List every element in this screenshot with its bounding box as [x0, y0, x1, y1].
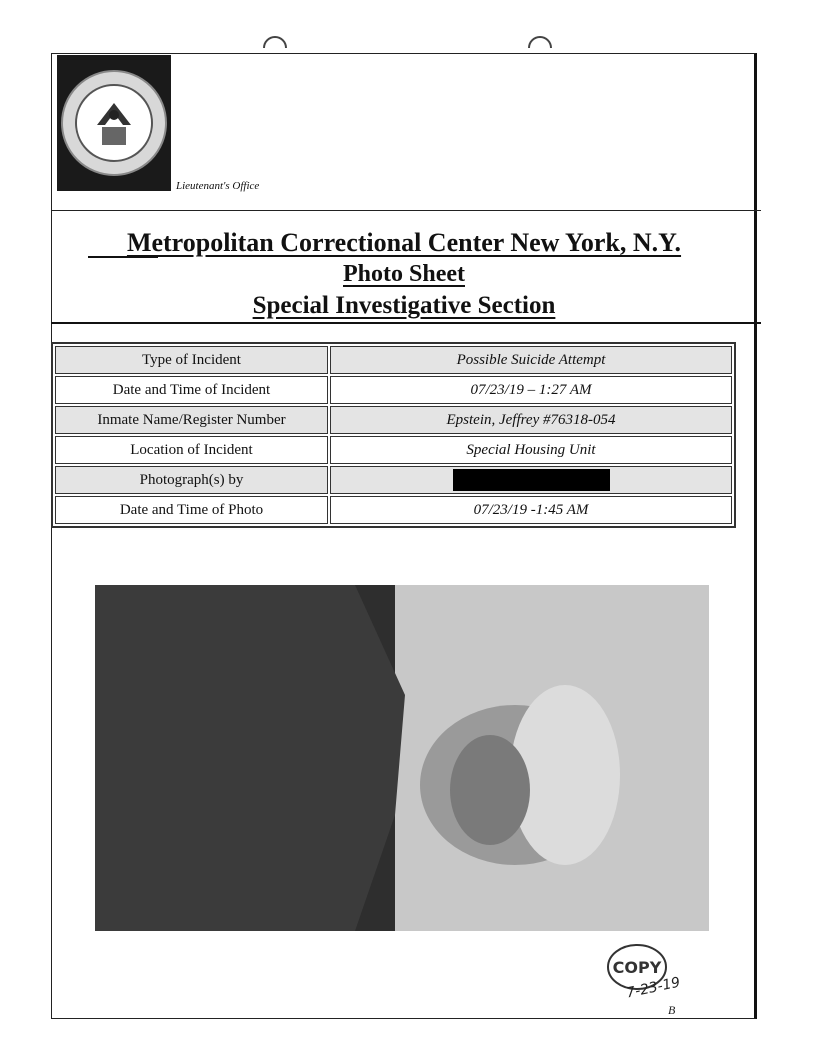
field-label: Date and Time of Photo — [55, 496, 328, 524]
field-label: Location of Incident — [55, 436, 328, 464]
table-row — [55, 496, 732, 524]
punch-hole — [528, 28, 552, 52]
section-title: Special Investigative Section — [252, 292, 556, 319]
table-row — [55, 466, 732, 494]
sheet-title: Photo Sheet — [343, 261, 465, 287]
field-value: Epstein, Jeffrey #76318-054 — [330, 406, 732, 434]
field-value: Special Housing Unit — [330, 436, 732, 464]
divider — [51, 210, 761, 211]
handwritten-initials: B — [668, 1003, 676, 1017]
handwritten-date: 7-23-19 — [624, 974, 682, 1002]
incident-info-table — [51, 342, 736, 528]
table-row — [55, 346, 732, 374]
redaction-bar — [453, 469, 610, 491]
field-value: Possible Suicide Attempt — [330, 346, 732, 374]
table-row — [55, 376, 732, 404]
field-value: 07/23/19 – 1:27 AM — [330, 376, 732, 404]
table-row — [55, 436, 732, 464]
field-value — [330, 466, 732, 494]
divider — [51, 322, 761, 324]
table-row — [55, 406, 732, 434]
punch-hole — [263, 28, 287, 52]
field-label: Inmate Name/Register Number — [55, 406, 328, 434]
stamp-text: COPY — [612, 958, 662, 977]
page-title: Metropolitan Correctional Center New York, N.Y. — [126, 228, 682, 257]
field-label: Date and Time of Incident — [55, 376, 328, 404]
office-label: Lieutenant's Office — [176, 180, 260, 192]
field-label: Photograph(s) by — [55, 466, 328, 494]
field-label: Type of Incident — [55, 346, 328, 374]
bureau-of-prisons-seal — [57, 55, 171, 191]
field-value: 07/23/19 -1:45 AM — [330, 496, 732, 524]
incident-photo — [95, 585, 709, 931]
